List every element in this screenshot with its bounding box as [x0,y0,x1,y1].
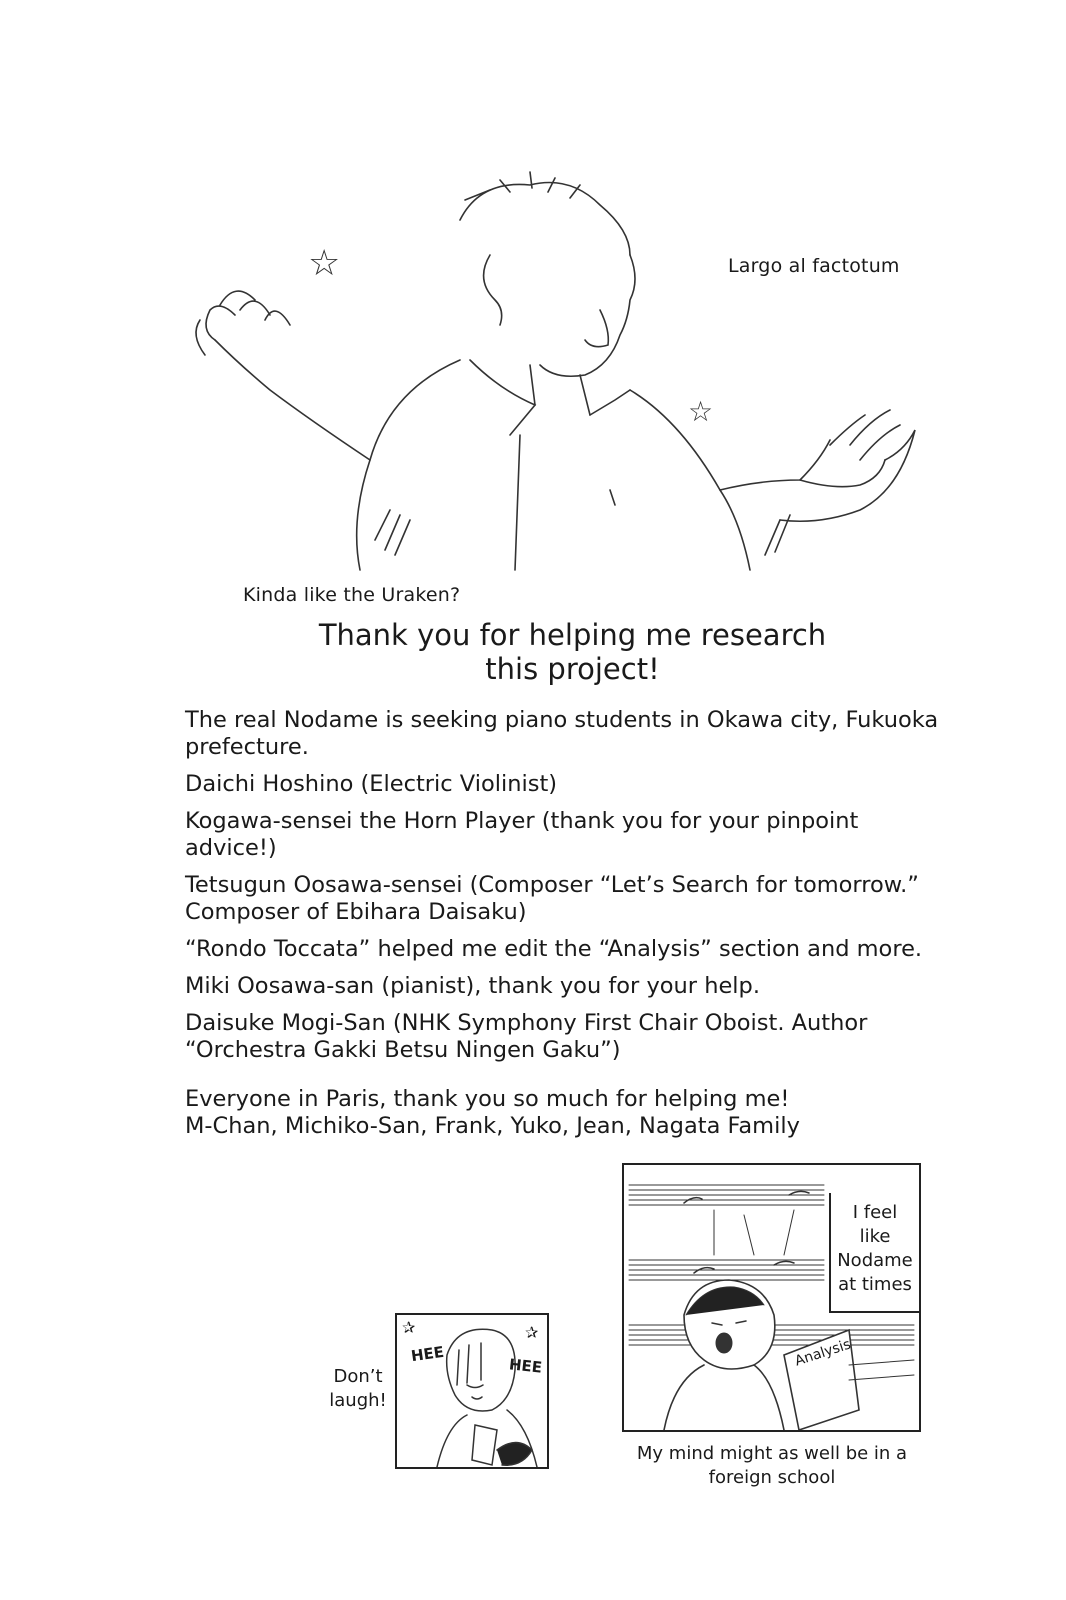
paris-thanks: Everyone in Paris, thank you so much for helping me! [185,1086,790,1112]
credit-item: “Rondo Toccata” helped me edit the “Analysis” section and more. [185,936,923,962]
credit-item: Miki Oosawa-san (pianist), thank you for your help. [185,973,760,999]
credit-item: Daisuke Mogi-San (NHK Symphony First Chair Oboist. Author “Orchestra Gakki Betsu Ningen Gaku”) [185,1010,868,1063]
caption-uraken: Kinda like the Uraken? [243,584,461,606]
right-comic-panel [622,1163,921,1432]
paris-names: M-Chan, Michiko-San, Frank, Yuko, Jean, Nagata Family [185,1113,800,1139]
star-icon: ☆ [688,395,714,428]
credit-item: Daichi Hoshino (Electric Violinist) [185,771,558,797]
sfx-hee: HEE [508,1355,543,1377]
star-icon: ✰ [402,1318,416,1337]
credit-item: The real Nodame is seeking piano students in Okawa city, Fukuoka prefecture. [185,707,939,760]
analysis-label: Analysis [792,1336,853,1370]
singer-illustration [160,160,940,580]
left-comic-panel [395,1313,549,1469]
credits-list [185,707,945,1140]
star-icon: ✰ [525,1323,539,1342]
credit-item: Kogawa-sensei the Horn Player (thank you for your pinpoint advice!) [185,808,859,861]
credit-item: Tetsugun Oosawa-sensei (Composer “Let’s Search for tomorrow.” Composer of Ebihara Daisaku) [185,872,919,925]
page-title: Thank you for helping me research this project! [318,618,827,686]
caption-largo: Largo al factotum [728,255,900,277]
right-panel-caption: My mind might as well be in a foreign school [636,1443,908,1488]
bubble-text: I feel like Nodame at times [837,1202,913,1295]
left-side-caption: Don’t laugh! [329,1366,387,1411]
star-icon: ☆ [308,243,341,284]
speech-bubble [829,1193,919,1313]
sfx-hee: HEE [409,1342,446,1366]
